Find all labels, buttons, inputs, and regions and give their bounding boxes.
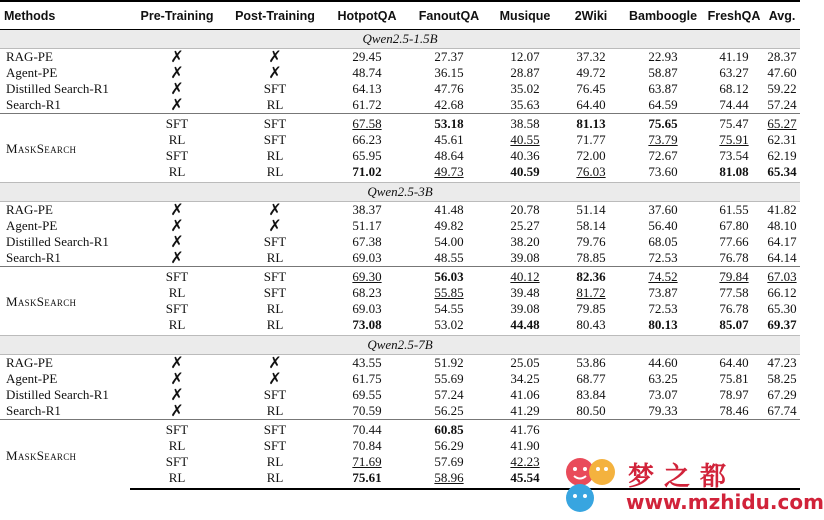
table-row (0, 250, 800, 267)
musique-cell: 25.27 (510, 218, 540, 233)
hotpotqa-cell: 71.02 (352, 164, 382, 179)
post-training-cell: RL (224, 470, 326, 489)
fanoutqa-cell: 27.37 (434, 49, 464, 64)
header-post-training: Post-Training (224, 1, 326, 30)
avg-cell: 47.23 (767, 355, 797, 370)
pre-training-cell: RL (168, 438, 186, 453)
2wiki-cell: 76.45 (576, 81, 606, 96)
pre-training-cell: SFT (130, 420, 224, 439)
post-training-cell: RL (266, 403, 284, 418)
freshqa-cell: 41.19 (719, 49, 749, 64)
hotpotqa-cell: 69.30 (326, 267, 408, 286)
pre-training-cell: RL (168, 317, 186, 332)
bamboogle-cell (622, 420, 704, 439)
musique-cell: 41.06 (510, 387, 540, 402)
pre-training-cell: SFT (130, 114, 224, 133)
post-training-cell: ✗ (268, 200, 282, 219)
pre-training-cell: ✗ (170, 63, 184, 82)
header-freshqa: FreshQA (704, 1, 764, 30)
avg-cell: 47.60 (767, 65, 797, 80)
method-name: Distilled Search-R1 (6, 234, 109, 249)
hotpotqa-cell: 67.38 (352, 234, 382, 249)
bamboogle-cell: 58.87 (648, 65, 678, 80)
musique-cell: 45.54 (490, 470, 560, 489)
freshqa-cell: 63.27 (719, 65, 749, 80)
musique-cell: 40.12 (490, 267, 560, 286)
hotpotqa-cell: 70.44 (326, 420, 408, 439)
post-training-cell: SFT (263, 387, 287, 402)
freshqa-cell: 74.44 (719, 97, 749, 112)
freshqa-cell: 75.81 (719, 371, 749, 386)
musique-cell: 20.78 (510, 202, 540, 217)
avg-cell: 59.22 (767, 81, 797, 96)
hotpotqa-cell: 51.17 (352, 218, 382, 233)
pre-training-cell: RL (168, 132, 186, 147)
table-row (0, 97, 800, 114)
hotpotqa-cell: 75.61 (326, 470, 408, 489)
avg-cell: 64.14 (767, 250, 797, 265)
hotpotqa-cell: 69.03 (352, 301, 382, 316)
method-name: Agent-PE (6, 371, 58, 386)
pre-training-cell: ✗ (170, 216, 184, 235)
freshqa-cell: 77.58 (719, 285, 749, 300)
post-training-cell: SFT (263, 285, 287, 300)
hotpotqa-cell: 48.74 (352, 65, 382, 80)
fanoutqa-cell: 41.48 (434, 202, 464, 217)
post-training-cell: ✗ (268, 63, 282, 82)
2wiki-cell (560, 420, 622, 439)
avg-cell: 69.37 (767, 317, 797, 332)
chat-bubbles-icon (562, 454, 624, 516)
hotpotqa-cell: 66.23 (352, 132, 382, 147)
hotpotqa-cell: 64.13 (352, 81, 382, 96)
freshqa-cell (704, 420, 764, 439)
freshqa-cell: 61.55 (719, 202, 749, 217)
method-name-masksearch: MaskSearch (0, 420, 130, 490)
2wiki-cell: 64.40 (576, 97, 606, 112)
table-body (0, 30, 800, 490)
header-hotpotqa: HotpotQA (326, 1, 408, 30)
freshqa-cell: 76.78 (719, 250, 749, 265)
method-name: Distilled Search-R1 (6, 387, 109, 402)
post-training-cell: SFT (263, 132, 287, 147)
hotpotqa-cell: 69.55 (352, 387, 382, 402)
hotpotqa-cell: 61.75 (352, 371, 382, 386)
post-training-cell: RL (266, 148, 284, 163)
method-name-masksearch: MaskSearch (0, 114, 130, 183)
pre-training-cell: ✗ (170, 200, 184, 219)
musique-cell: 35.63 (510, 97, 540, 112)
freshqa-cell: 68.12 (719, 81, 749, 96)
avg-cell: 41.82 (767, 202, 797, 217)
2wiki-cell: 81.72 (576, 285, 606, 300)
hotpotqa-cell: 69.03 (352, 250, 382, 265)
2wiki-cell: 72.00 (576, 148, 606, 163)
bamboogle-cell: 63.25 (648, 371, 678, 386)
musique-cell: 41.90 (510, 438, 540, 453)
2wiki-cell: 80.50 (576, 403, 606, 418)
avg-cell: 62.31 (767, 132, 797, 147)
pre-training-cell: RL (130, 470, 224, 489)
2wiki-cell: 80.43 (576, 317, 606, 332)
2wiki-cell: 37.32 (576, 49, 606, 64)
hotpotqa-cell: 61.72 (352, 97, 382, 112)
pre-training-cell: ✗ (170, 79, 184, 98)
post-training-cell: RL (266, 454, 284, 469)
fanoutqa-cell: 42.68 (434, 97, 464, 112)
post-training-cell: RL (266, 250, 284, 265)
2wiki-cell: 79.85 (576, 301, 606, 316)
table-row (0, 81, 800, 97)
musique-cell: 39.48 (510, 285, 540, 300)
freshqa-cell: 64.40 (719, 355, 749, 370)
post-training-cell: SFT (263, 438, 287, 453)
hotpotqa-cell: 43.55 (352, 355, 382, 370)
bamboogle-cell: 73.60 (648, 164, 678, 179)
musique-cell: 12.07 (510, 49, 540, 64)
post-training-cell: SFT (224, 267, 326, 286)
pre-training-cell: SFT (165, 148, 189, 163)
table-row (0, 114, 800, 133)
watermark-chinese: 梦之都 (628, 462, 737, 492)
header-avg: Avg. (764, 1, 800, 30)
fanoutqa-cell: 49.82 (434, 218, 464, 233)
fanoutqa-cell: 53.18 (408, 114, 490, 133)
bamboogle-cell: 56.40 (648, 218, 678, 233)
freshqa-cell: 78.46 (719, 403, 749, 418)
freshqa-cell: 75.47 (704, 114, 764, 133)
header-musique: Musique (490, 1, 560, 30)
avg-cell: 57.24 (767, 97, 797, 112)
post-training-cell: RL (266, 317, 284, 332)
table-row (0, 420, 800, 439)
bamboogle-cell: 75.65 (622, 114, 704, 133)
section-header-row (0, 183, 800, 202)
freshqa-cell: 67.80 (719, 218, 749, 233)
pre-training-cell: ✗ (170, 232, 184, 251)
fanoutqa-cell: 54.00 (434, 234, 464, 249)
musique-cell: 40.55 (510, 132, 540, 147)
freshqa-cell: 78.97 (719, 387, 749, 402)
fanoutqa-cell: 57.69 (434, 454, 464, 469)
musique-cell: 40.36 (510, 148, 540, 163)
avg-cell: 67.03 (764, 267, 800, 286)
freshqa-cell: 79.84 (704, 267, 764, 286)
fanoutqa-cell: 56.03 (408, 267, 490, 286)
2wiki-cell: 71.77 (576, 132, 606, 147)
pre-training-cell: RL (168, 164, 186, 179)
pre-training-cell: ✗ (170, 95, 184, 114)
2wiki-cell: 81.13 (560, 114, 622, 133)
2wiki-cell: 76.03 (576, 164, 606, 179)
fanoutqa-cell: 48.55 (434, 250, 464, 265)
avg-cell: 65.27 (764, 114, 800, 133)
post-training-cell: RL (266, 301, 284, 316)
2wiki-cell: 79.76 (576, 234, 606, 249)
2wiki-cell: 82.36 (560, 267, 622, 286)
2wiki-cell: 49.72 (576, 65, 606, 80)
2wiki-cell: 51.14 (576, 202, 606, 217)
section-title: Qwen2.5-1.5B (0, 30, 800, 49)
post-training-cell: SFT (263, 81, 287, 96)
post-training-cell: ✗ (268, 353, 282, 372)
bamboogle-cell: 64.59 (648, 97, 678, 112)
avg-cell: 62.19 (767, 148, 797, 163)
section-header-row (0, 336, 800, 355)
avg-cell (764, 420, 800, 439)
bamboogle-cell: 68.05 (648, 234, 678, 249)
hotpotqa-cell: 71.69 (352, 454, 382, 469)
section-title: Qwen2.5-7B (0, 336, 800, 355)
fanoutqa-cell: 54.55 (434, 301, 464, 316)
bamboogle-cell: 22.93 (648, 49, 678, 64)
pre-training-cell: RL (168, 285, 186, 300)
2wiki-cell: 83.84 (576, 387, 606, 402)
fanoutqa-cell: 51.92 (434, 355, 464, 370)
hotpotqa-cell: 38.37 (352, 202, 382, 217)
table-row (0, 218, 800, 234)
musique-cell: 44.48 (510, 317, 540, 332)
freshqa-cell: 76.78 (719, 301, 749, 316)
freshqa-cell: 81.08 (719, 164, 749, 179)
avg-cell: 65.34 (767, 164, 797, 179)
musique-cell: 39.08 (510, 301, 540, 316)
avg-cell: 64.17 (767, 234, 797, 249)
2wiki-cell: 53.86 (576, 355, 606, 370)
avg-cell: 66.12 (767, 285, 797, 300)
fanoutqa-cell: 45.61 (434, 132, 464, 147)
bamboogle-cell: 73.07 (648, 387, 678, 402)
musique-cell: 40.59 (510, 164, 540, 179)
table-row (0, 267, 800, 286)
section-title: Qwen2.5-3B (0, 183, 800, 202)
2wiki-cell: 58.14 (576, 218, 606, 233)
bamboogle-cell: 37.60 (648, 202, 678, 217)
pre-training-cell: SFT (165, 454, 189, 469)
watermark-url[interactable]: www.mzhidu.com (626, 490, 824, 514)
post-training-cell: SFT (224, 420, 326, 439)
fanoutqa-cell: 53.02 (434, 317, 464, 332)
musique-cell: 38.58 (490, 114, 560, 133)
bamboogle-cell: 72.53 (648, 250, 678, 265)
bamboogle-cell: 73.79 (648, 132, 678, 147)
fanoutqa-cell: 49.73 (434, 164, 464, 179)
table-row (0, 65, 800, 81)
hotpotqa-cell: 29.45 (352, 49, 382, 64)
fanoutqa-cell: 55.69 (434, 371, 464, 386)
2wiki-cell: 68.77 (576, 371, 606, 386)
table-row (0, 387, 800, 403)
table-row (0, 202, 800, 219)
hotpotqa-cell: 67.58 (326, 114, 408, 133)
freshqa-cell: 73.54 (719, 148, 749, 163)
fanoutqa-cell: 56.29 (434, 438, 464, 453)
pre-training-cell: SFT (130, 267, 224, 286)
pre-training-cell: ✗ (170, 353, 184, 372)
musique-cell: 41.29 (510, 403, 540, 418)
method-name: RAG-PE (6, 355, 53, 370)
hotpotqa-cell: 70.84 (352, 438, 382, 453)
avg-cell: 28.37 (767, 49, 797, 64)
bamboogle-cell: 73.87 (648, 285, 678, 300)
method-name: Agent-PE (6, 218, 58, 233)
pre-training-cell: ✗ (170, 385, 184, 404)
musique-cell: 25.05 (510, 355, 540, 370)
musique-cell: 38.20 (510, 234, 540, 249)
pre-training-cell: ✗ (170, 47, 184, 66)
method-name-masksearch: MaskSearch (0, 267, 130, 336)
fanoutqa-cell: 47.76 (434, 81, 464, 96)
musique-cell: 39.08 (510, 250, 540, 265)
bamboogle-cell: 72.67 (648, 148, 678, 163)
bamboogle-cell: 44.60 (648, 355, 678, 370)
table-row (0, 49, 800, 66)
freshqa-cell: 85.07 (719, 317, 749, 332)
method-name: RAG-PE (6, 49, 53, 64)
method-name: Search-R1 (6, 97, 61, 112)
pre-training-cell: ✗ (170, 369, 184, 388)
hotpotqa-cell: 68.23 (352, 285, 382, 300)
fanoutqa-cell: 58.96 (408, 470, 490, 489)
hotpotqa-cell: 70.59 (352, 403, 382, 418)
post-training-cell: RL (266, 164, 284, 179)
avg-cell: 67.74 (767, 403, 797, 418)
avg-cell: 67.29 (767, 387, 797, 402)
avg-cell: 48.10 (767, 218, 797, 233)
watermark (560, 450, 824, 520)
post-training-cell: RL (266, 97, 284, 112)
fanoutqa-cell: 36.15 (434, 65, 464, 80)
freshqa-cell: 75.91 (719, 132, 749, 147)
method-name: Search-R1 (6, 403, 61, 418)
bamboogle-cell: 72.53 (648, 301, 678, 316)
method-name: Search-R1 (6, 250, 61, 265)
table-row (0, 355, 800, 372)
musique-cell: 28.87 (510, 65, 540, 80)
header-methods: Methods (0, 1, 130, 30)
avg-cell: 58.25 (767, 371, 797, 386)
hotpotqa-cell: 73.08 (352, 317, 382, 332)
pre-training-cell: ✗ (170, 248, 184, 267)
fanoutqa-cell: 57.24 (434, 387, 464, 402)
method-name: Agent-PE (6, 65, 58, 80)
musique-cell: 35.02 (510, 81, 540, 96)
post-training-cell: ✗ (268, 369, 282, 388)
section-header-row (0, 30, 800, 49)
bamboogle-cell: 80.13 (648, 317, 678, 332)
bamboogle-cell: 63.87 (648, 81, 678, 96)
header-bamboogle: Bamboogle (622, 1, 704, 30)
bamboogle-cell: 74.52 (622, 267, 704, 286)
hotpotqa-cell: 65.95 (352, 148, 382, 163)
fanoutqa-cell: 56.25 (434, 403, 464, 418)
fanoutqa-cell: 55.85 (434, 285, 464, 300)
table-row (0, 371, 800, 387)
table-row (0, 234, 800, 250)
pre-training-cell: ✗ (170, 401, 184, 420)
header-row (0, 1, 800, 30)
post-training-cell: ✗ (268, 47, 282, 66)
fanoutqa-cell: 48.64 (434, 148, 464, 163)
musique-cell: 42.23 (510, 454, 540, 469)
fanoutqa-cell: 60.85 (408, 420, 490, 439)
freshqa-cell: 77.66 (719, 234, 749, 249)
post-training-cell: SFT (224, 114, 326, 133)
header-fanoutqa: FanoutQA (408, 1, 490, 30)
pre-training-cell: SFT (165, 301, 189, 316)
method-name: Distilled Search-R1 (6, 81, 109, 96)
post-training-cell: SFT (263, 234, 287, 249)
bamboogle-cell: 79.33 (648, 403, 678, 418)
musique-cell: 34.25 (510, 371, 540, 386)
table-row (0, 403, 800, 420)
post-training-cell: ✗ (268, 216, 282, 235)
2wiki-cell: 78.85 (576, 250, 606, 265)
header-2wiki: 2Wiki (560, 1, 622, 30)
method-name: RAG-PE (6, 202, 53, 217)
avg-cell: 65.30 (767, 301, 797, 316)
header-pre-training: Pre-Training (130, 1, 224, 30)
musique-cell: 41.76 (490, 420, 560, 439)
